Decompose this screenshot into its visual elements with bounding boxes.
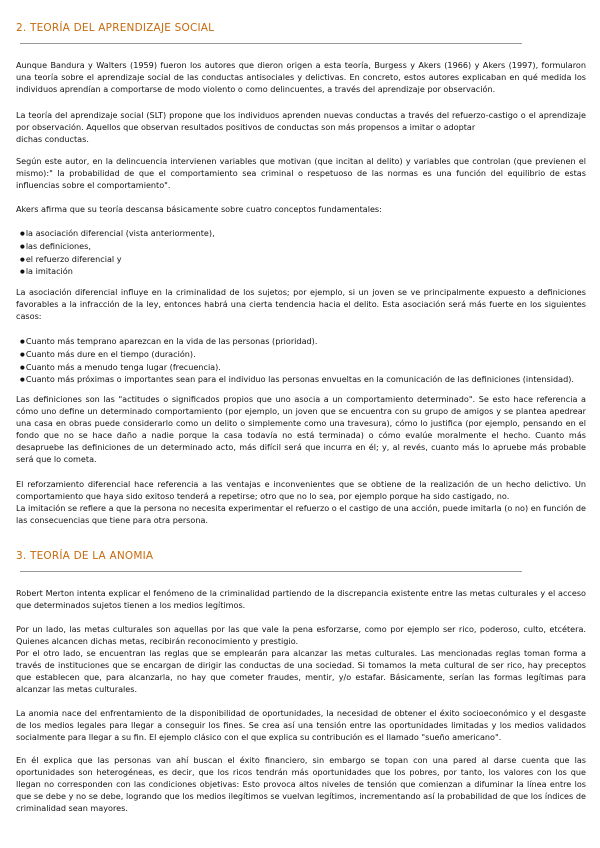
section-3-heading: 3. TEORÍA DE LA ANOMIA — [16, 550, 154, 562]
paragraph: La anomia nace del enfrentamiento de la disponibilidad de oportunidades, la necesidad de obtener el éxito socioeconómico y el desgaste de los medios legales para llegar a conseguir los fines. Se crea así una tensión entre las oportunidades limitadas y los medios validados socialmente para llegar a su fin. El ejemplo clásico con el que explica su contribución es el llamado "sueño americano". — [16, 708, 586, 742]
paragraph: En él explica que las personas van ahí buscan el éxito financiero, sin embargo se topan con una pared al darse cuenta que las oportunidades son heterogéneas, es decir, que los ricos tendrán más oportunidades que los pobres, por tanto, los valores con los que llegan no corresponden con las condiciones objetivas: Esto provoca altos niveles de tensión que comienzan a difuminar la línea entre los que se debe y no se debe, logrando que los medios ilegítimos se vuelvan legítimos, incrementando así la probabilidad de que los índices de criminalidad sean mayores. — [16, 755, 586, 813]
section-2-rule — [20, 43, 522, 44]
paragraph — [16, 479, 586, 527]
paragraph: Robert Merton intenta explicar el fenómeno de la criminalidad partiendo de la discrepancia existente entre las metas culturales y el acceso que determinados sujetos tienen a los medios legítimos. — [16, 588, 586, 610]
paragraph — [16, 624, 586, 695]
paragraph — [16, 110, 586, 146]
section-3-rule — [20, 571, 522, 572]
paragraph-line: La imitación se refiere a que la persona no necesita experimentar el refuerzo o el castigo de una acción, puede imitarla (o no) en función de las consecuencias que tiene para otra persona. — [16, 502, 586, 525]
paragraph-line: La teoría del aprendizaje social (SLT) propone que los individuos aprenden nuevas conductas a través del refuerzo-castigo o el aprendizaje por observación. Aquellos que observan resultados positivos de conductas son más propensos a imitar o adoptar — [16, 110, 586, 132]
paragraph-line: Por el otro lado, se encuentran las reglas que se emplearán para alcanzar las metas culturales. Las mencionadas reglas toman forma a través de instituciones que se encargan de dirigir las conductas de una sociedad. Si tomamos la meta cultural de ser rico, hay preceptos que establecen que, para alcanzarla, no hay que cometer fraudes, mentir, y/o estafar. Básicamente, serían las formas legítimas para alcanzar las metas culturales. — [16, 647, 586, 694]
paragraph: Las definiciones son las "actitudes o significados propios que uno asocia a un comportamiento determinado". Se esto hace referencia a cómo uno define un determinado comportamiento (por ejemplo, un joven que se encuentra con su grupo de amigos y se plantea apedrear una casa en obras puede considerarlo como un delito o simplemente como una travesura), cómo lo justifica (por ejemplo, pensando en el fondo que no se hace daño a nadie porque la casa todavía no está terminada) o cómo evalúe moralmente el hecho. Cuanto más desapruebe las definiciones de un determinado acto, más difícil será que incurra en él; y, al revés, cuanto más lo apruebe más probable será que lo cometa. — [16, 394, 586, 464]
paragraph-line: El reforzamiento diferencial hace referencia a las ventajas e inconvenientes que se obtiene de la realización de un hecho delictivo. Un comportamiento que haya sido exitoso tenderá a repetirse; otro que no lo sea, por ejemplo porque ha sido castigado, no. — [16, 479, 586, 501]
list-item: ● las definiciones, — [20, 241, 580, 254]
cases-list — [20, 336, 580, 387]
paragraph: Aunque Bandura y Walters (1959) fueron los autores que dieron origen a esta teoría, Burgess y Akers (1966) y Akers (1997), formularon una teoría sobre el aprendizaje social de las conductas antisociales y delictivas. En concreto, estos autores explicaban en qué medida los individuos aprendían a comportarse de modo violento o como delincuentes, a través del aprendizaje por observación. — [16, 60, 586, 94]
list-item: ● Cuanto más a menudo tenga lugar (frecuencia). — [20, 362, 580, 375]
list-item: ● la imitación — [20, 266, 580, 279]
paragraph: La asociación diferencial influye en la criminalidad de los sujetos; por ejemplo, si un joven se ve principalmente expuesto a definiciones favorables a la infracción de la ley, entonces habrá una cierta tendencia hacia el delito. Esta asociación será más fuerte en los siguientes casos: — [16, 287, 586, 321]
paragraph-line: Por un lado, las metas culturales son aquellas por las que vale la pena esforzarse, como por ejemplo ser rico, poderoso, culto, etcétera. Quienes alcancen dichas metas, recibirán reconocimiento y prestigio. — [16, 624, 586, 646]
concepts-list — [20, 228, 580, 279]
paragraph-line: dichas conductas. — [16, 133, 89, 144]
paragraph: Akers afirma que su teoría descansa básicamente sobre cuatro conceptos fundamentales: — [16, 204, 382, 214]
list-item: ● Cuanto más próximas o importantes sean para el individuo las personas envueltas en la comunicación de las definiciones (intensidad). — [20, 374, 580, 387]
list-item: ● la asociación diferencial (vista anteriormente), — [20, 228, 580, 241]
list-item: ● Cuanto más temprano aparezcan en la vida de las personas (prioridad). — [20, 336, 580, 349]
section-2-heading: 2. TEORÍA DEL APRENDIZAJE SOCIAL — [16, 22, 215, 34]
paragraph: Según este autor, en la delincuencia intervienen variables que motivan (que incitan al delito) y variables que controlan (que previenen el mismo):" la probabilidad de que el comportamiento sea criminal o respetuoso de las normas es una función del equilibrio de estas influencias sobre el comportamiento". — [16, 156, 586, 190]
list-item: ● Cuanto más dure en el tiempo (duración). — [20, 349, 580, 362]
list-item: ● el refuerzo diferencial y — [20, 254, 580, 267]
